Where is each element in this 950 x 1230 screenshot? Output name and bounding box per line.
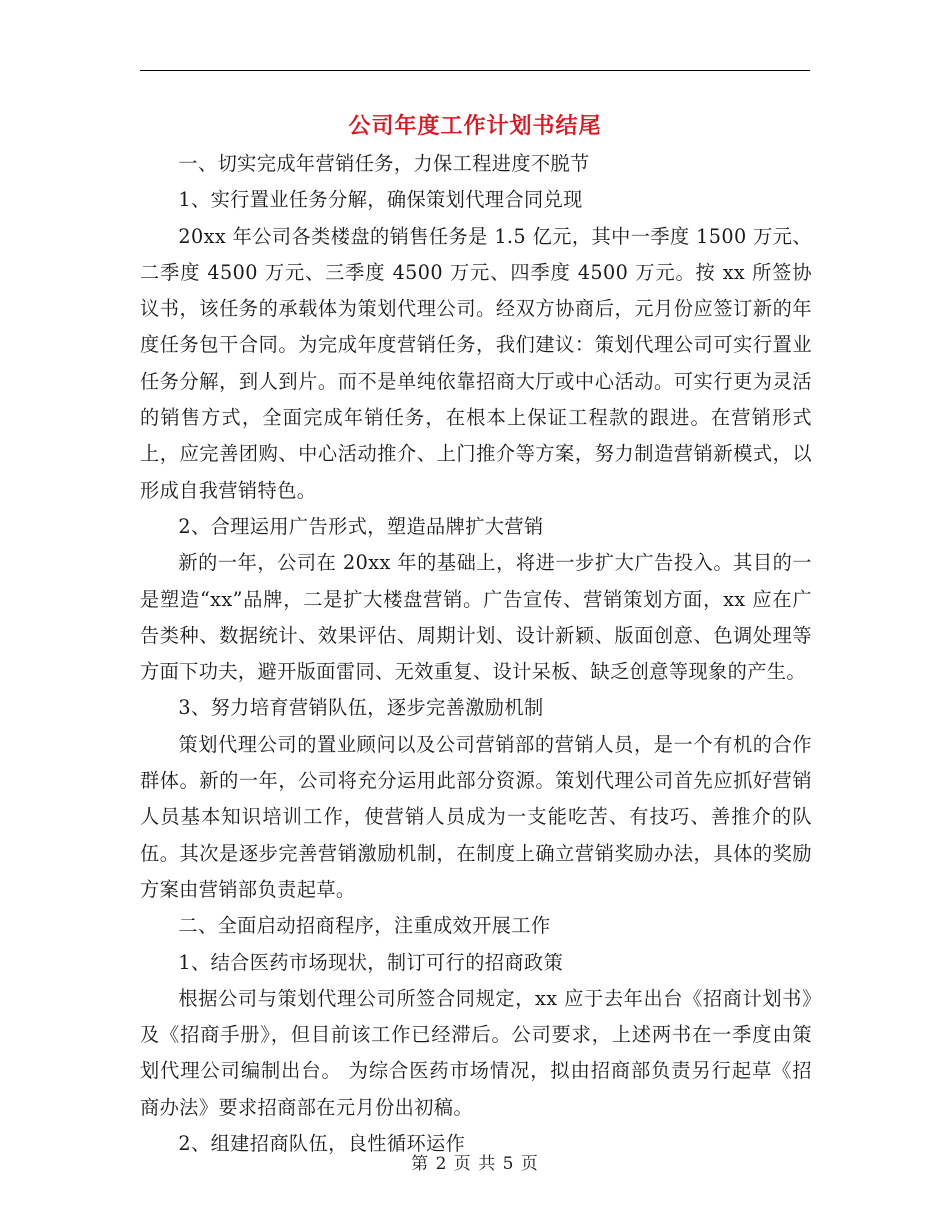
subsection-heading-1-1: 1、实行置业任务分解，确保策划代理合同兑现 [178, 188, 583, 212]
body-paragraph: 根据公司与策划代理公司所签合同规定，xx 应于去年出台《招商计划书》及《招商手册》，但目前该工作已经滞后。公司要求，上述两书在一季度由策划代理公司编制出台。 为综合医药市场情况，拟由招商部负责另行起草《招商办法》要求招商部在元月份出初稿。 [140, 986, 812, 1119]
subsection-heading-2-2: 2、组建招商队伍，良性循环运作 [178, 1132, 466, 1156]
document-body [140, 146, 812, 1162]
body-paragraph: 新的一年，公司在 20xx 年的基础上，将进一步扩大广告投入。其目的一是塑造“xx”品牌，二是扩大楼盘营销。广告宣传、营销策划方面，xx 应在广告类种、数据统计、效果评估、周期计划、设计新颖、版面创意、色调处理等方面下功夫，避开版面雷同、无效重复、设计呆板、缺乏创意等现象的产生。 [140, 551, 812, 684]
header-rule [140, 70, 810, 71]
subsection-heading-2-1: 1、结合医药市场现状，制订可行的招商政策 [178, 950, 564, 974]
page-number-footer: 第 2 页 共 5 页 [411, 1154, 539, 1174]
section-heading-2: 二、全面启动招商程序，注重成效开展工作 [178, 914, 551, 938]
section-heading-1: 一、切实完成年营销任务，力保工程进度不脱节 [178, 152, 590, 175]
subsection-heading-1-2: 2、合理运用广告形式，塑造品牌扩大营销 [178, 514, 544, 538]
subsection-heading-1-3: 3、努力培育营销队伍，逐步完善激励机制 [178, 696, 544, 720]
body-paragraph: 策划代理公司的置业顾问以及公司营销部的营销人员，是一个有机的合作群体。新的一年，公司将充分运用此部分资源。策划代理公司首先应抓好营销人员基本知识培训工作，使营销人员成为一支能吃苦、有技巧、善推介的队伍。其次是逐步完善营销激励机制，在制度上确立营销奖励办法，具体的奖励方案由营销部负责起草。 [140, 732, 812, 901]
body-paragraph: 20xx 年公司各类楼盘的销售任务是 1.5 亿元，其中一季度 1500 万元、二季度 4500 万元、三季度 4500 万元、四季度 4500 万元。按 xx 所签协议书，该任务的承载体为策划代理公司。经双方协商后，元月份应签订新的年度任务包干合同。为完成年度营销任务，我们建议：策划代理公司可实行置业任务分解，到人到片。而不是单纯依靠招商大厅或中心活动。可实行更为灵活的销售方式，全面完成年销任务，在根本上保证工程款的跟进。在营销形式上，应完善团购、中心活动推介、上门推介等方案，努力制造营销新模式，以形成自我营销特色。 [140, 224, 812, 502]
document-title: 公司年度工作计划书结尾 [348, 113, 602, 139]
